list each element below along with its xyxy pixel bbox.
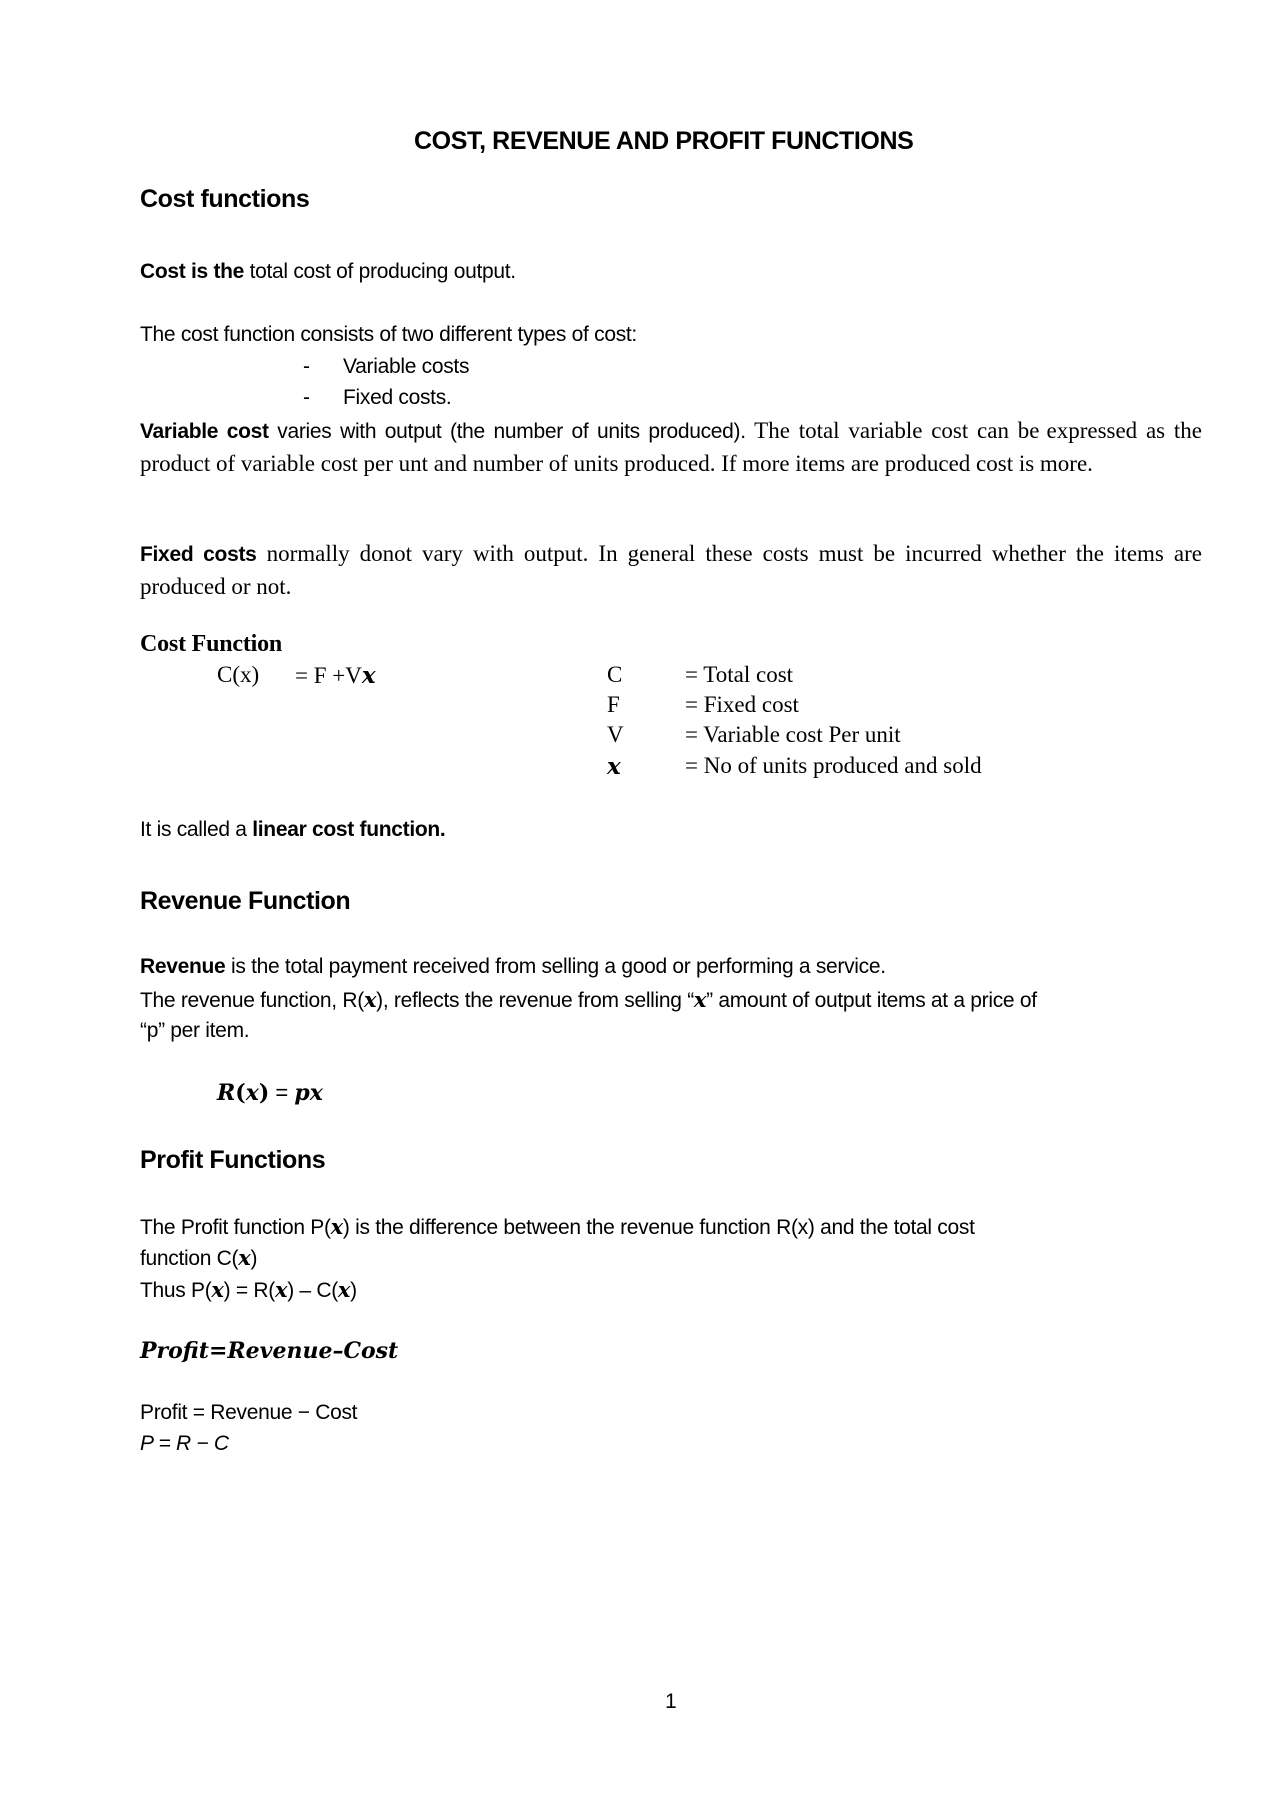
cost-definition-bold: Cost is the: [140, 260, 245, 283]
linear-cost-prefix: It is called a: [140, 818, 253, 841]
math-x: x: [330, 1214, 343, 1239]
math-x: x: [274, 1277, 288, 1302]
variable-cost-serif-text-2: expressed as the product of variable cost per unt and number of units produced. If more items are produced cost is more.: [140, 418, 1203, 476]
math-x: x: [245, 1080, 259, 1106]
text: The Profit function P(: [140, 1216, 331, 1239]
cost-type-bullet: -: [303, 386, 310, 409]
profit-definition-line-1: [140, 1214, 975, 1240]
text: ), reflects the revenue from selling “: [376, 989, 694, 1012]
math-px: px: [294, 1080, 323, 1106]
profit-symbol-formula: P = R − C: [140, 1432, 229, 1455]
cost-formula-var: x: [361, 662, 376, 689]
variable-cost-serif-text-1: The total variable cost can be: [745, 418, 1040, 443]
revenue-definition-bold: Revenue: [140, 955, 226, 978]
cost-type-fixed: Fixed costs.: [343, 386, 452, 409]
profit-thus-line: [140, 1277, 357, 1303]
section-heading-profit: Profit Functions: [140, 1146, 326, 1174]
cost-formula-rhs-prefix: = F +V: [295, 663, 362, 688]
fixed-cost-bold: Fixed costs: [140, 543, 257, 566]
math-x: x: [693, 987, 707, 1012]
text: ): [250, 1247, 258, 1270]
fixed-cost-paragraph: [140, 539, 1202, 605]
revenue-definition-text: is the total payment received from selling a good or performing a service.: [225, 955, 886, 978]
legend-symbol-f: F: [607, 692, 620, 717]
legend-symbol-x: x: [607, 753, 621, 780]
cost-formula-rhs: [295, 662, 376, 689]
legend-symbol-v: V: [607, 722, 624, 747]
variable-cost-sans-text: varies with output (the number of units produced).: [268, 420, 746, 443]
profit-math-formula: Profit=Revenue–Cost: [140, 1338, 399, 1364]
math-x: x: [238, 1245, 251, 1270]
text: The revenue function, R(: [140, 989, 364, 1012]
text: ” amount of output items at a price of: [706, 989, 1037, 1012]
legend-symbol-c: C: [607, 662, 623, 687]
profit-definition-line-2: [140, 1245, 257, 1271]
revenue-formula: R(x) = px: [217, 1080, 323, 1106]
cost-type-variable: Variable costs: [343, 355, 470, 378]
fixed-cost-text: normally donot vary with output. In general these costs must be incurred whether the items are produced or not.: [140, 541, 1202, 599]
legend-meaning-c: = Total cost: [685, 662, 794, 687]
cost-definition-text: total cost of producing output.: [244, 260, 516, 283]
legend-meaning-f: = Fixed cost: [685, 692, 799, 717]
section-heading-cost: Cost functions: [140, 185, 310, 213]
text: ): [350, 1279, 357, 1302]
linear-cost-note: [140, 818, 445, 842]
math-x: x: [211, 1277, 224, 1302]
legend-meaning-v: = Variable cost Per unit: [685, 722, 901, 747]
variable-cost-bold: Variable cost: [140, 420, 269, 443]
cost-type-bullet: -: [303, 355, 310, 378]
math-x: x: [363, 987, 377, 1012]
legend-meaning-x: = No of units produced and sold: [685, 753, 982, 778]
text: function C(: [140, 1247, 239, 1270]
cost-types-intro: The cost function consists of two different types of cost:: [140, 323, 637, 346]
text: ) is the difference between the revenue function R(x) and the total cost: [342, 1216, 975, 1239]
equals-sign: =: [269, 1080, 295, 1105]
page-number: 1: [665, 1690, 677, 1713]
page-title: COST, REVENUE AND PROFIT FUNCTIONS: [414, 127, 914, 155]
text: ) – C(: [287, 1279, 338, 1302]
text: Thus P(: [140, 1279, 212, 1302]
profit-words-formula: Profit = Revenue − Cost: [140, 1401, 358, 1424]
linear-cost-bold: linear cost function.: [252, 818, 446, 841]
revenue-function-line-2: “p” per item.: [140, 1019, 250, 1042]
cost-formula-lhs: C(x): [217, 662, 260, 687]
section-heading-revenue: Revenue Function: [140, 887, 351, 915]
cost-definition: [140, 260, 516, 284]
revenue-function-line-1: [140, 987, 1037, 1013]
variable-cost-paragraph: [140, 416, 1202, 482]
revenue-definition: [140, 955, 886, 979]
math-x: x: [337, 1277, 351, 1302]
math-r: R: [217, 1080, 236, 1106]
cost-function-heading: Cost Function: [140, 631, 283, 657]
text: ) = R(: [223, 1279, 275, 1302]
